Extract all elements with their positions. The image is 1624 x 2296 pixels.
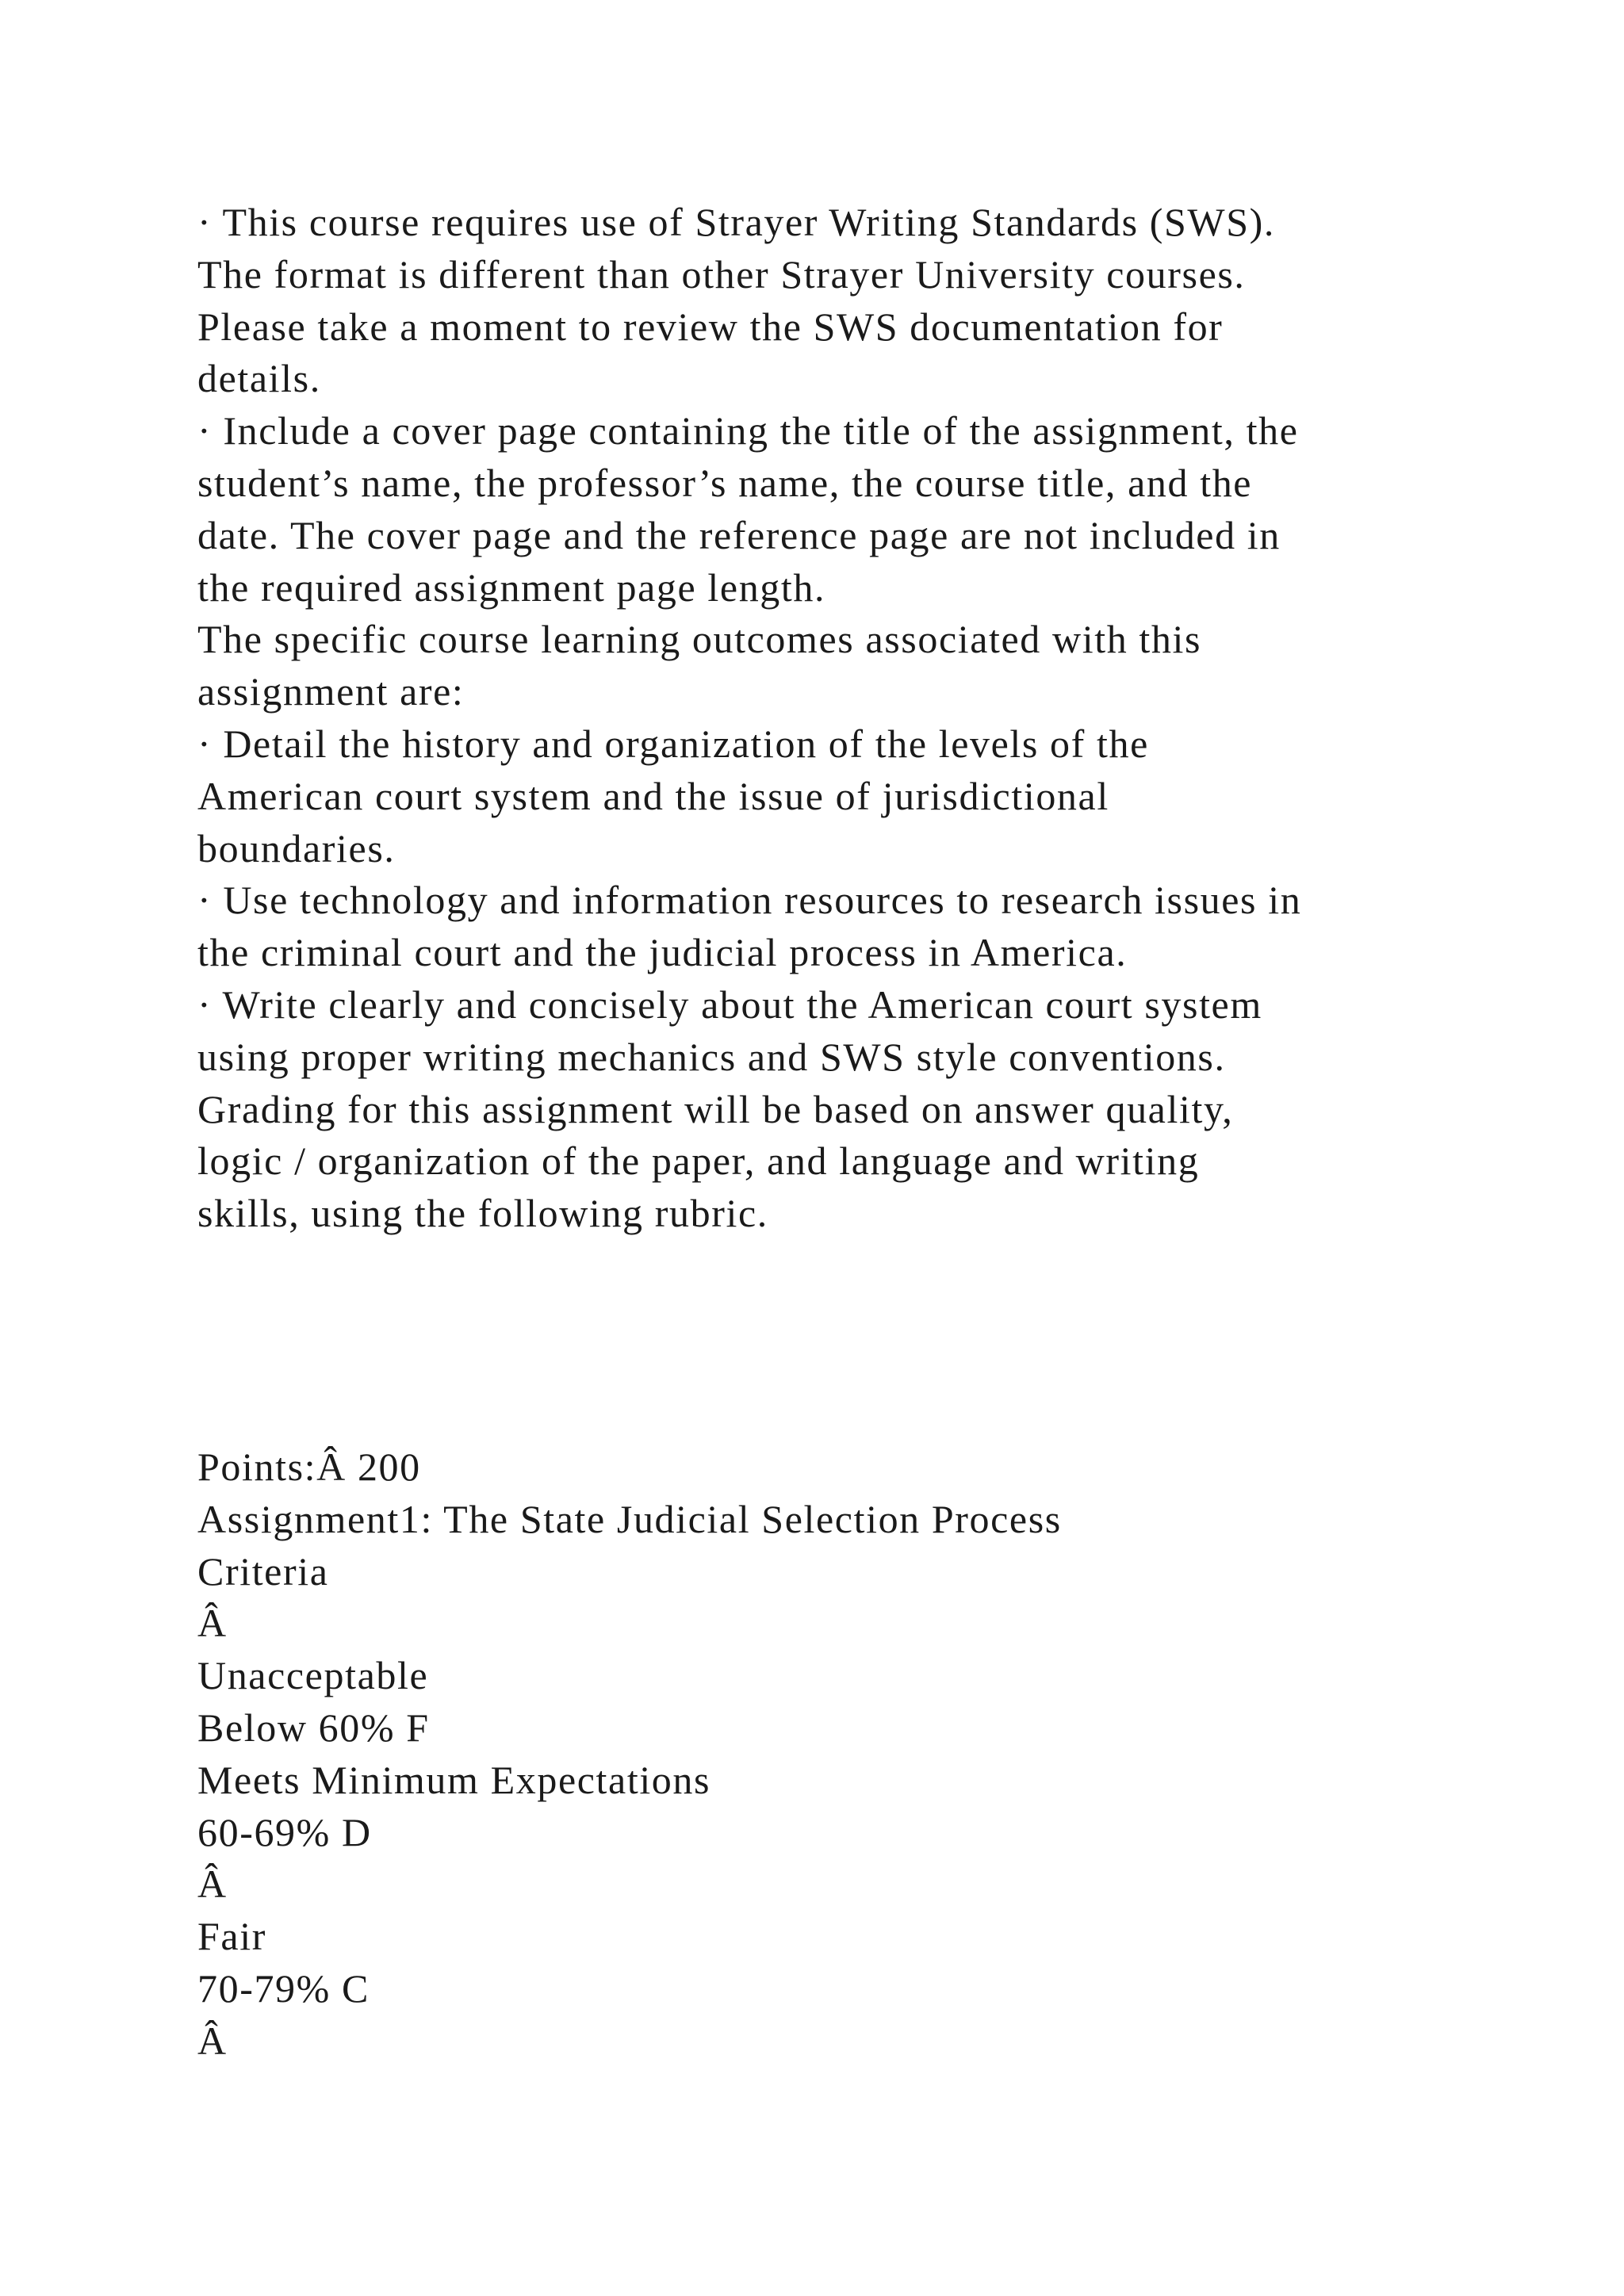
text-line: · Write clearly and concisely about the American court system xyxy=(197,982,1262,1027)
text-line: · Include a cover page containing the title of the assignment, the xyxy=(197,408,1299,453)
rubric-line: Fair xyxy=(197,1914,266,1959)
assignment-instructions xyxy=(197,197,1301,1240)
text-line: boundaries. xyxy=(197,825,396,871)
grading-rubric xyxy=(197,1441,1062,2068)
text-line: American court system and the issue of jurisdictional xyxy=(197,773,1109,818)
text-line: The format is different than other Strayer University courses. xyxy=(197,251,1246,297)
text-line: · Detail the history and organization of the levels of the xyxy=(197,721,1149,766)
rubric-line: Unacceptable xyxy=(197,1653,429,1698)
rubric-line: Criteria xyxy=(197,1548,329,1594)
text-line: skills, using the following rubric. xyxy=(197,1191,768,1236)
rubric-line: 70-79% C xyxy=(197,1965,370,2011)
rubric-line: Â xyxy=(197,2018,228,2063)
text-line: The specific course learning outcomes associated with this xyxy=(197,617,1202,662)
text-line: using proper writing mechanics and SWS style conventions. xyxy=(197,1034,1226,1079)
rubric-title: Assignment1: The State Judicial Selection Process xyxy=(197,1496,1062,1541)
text-line: assignment are: xyxy=(197,669,465,714)
text-line: the criminal court and the judicial process in America. xyxy=(197,930,1128,975)
rubric-line: Â xyxy=(197,1862,228,1907)
text-line: Please take a moment to review the SWS documentation for xyxy=(197,304,1224,349)
text-line: logic / organization of the paper, and language and writing xyxy=(197,1138,1200,1184)
text-line: details. xyxy=(197,356,321,401)
text-line: the required assignment page length. xyxy=(197,564,826,610)
rubric-line: 60-69% D xyxy=(197,1809,372,1854)
text-line: student’s name, the professor’s name, the course title, and the xyxy=(197,460,1253,505)
text-line: · Use technology and information resources to research issues in xyxy=(197,878,1302,923)
text-line: date. The cover page and the reference page are not included in xyxy=(197,512,1281,557)
rubric-line: Below 60% F xyxy=(197,1705,430,1750)
rubric-line: Â xyxy=(197,1601,228,1646)
rubric-line: Meets Minimum Expectations xyxy=(197,1757,711,1802)
rubric-points: Points:Â 200 xyxy=(197,1445,421,1489)
text-line: · This course requires use of Strayer Writing Standards (SWS). xyxy=(197,200,1275,244)
text-line: Grading for this assignment will be based on answer quality, xyxy=(197,1086,1234,1131)
